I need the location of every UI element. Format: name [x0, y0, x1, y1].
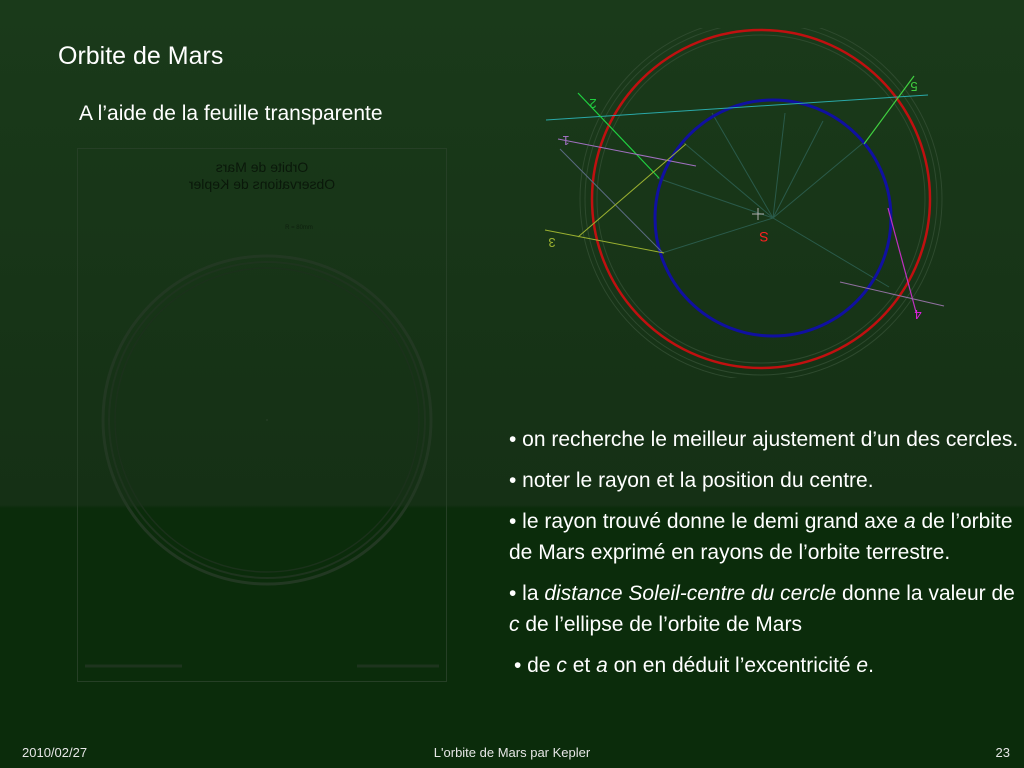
page-number: 23: [995, 745, 1010, 760]
transparency-sheet: [77, 148, 447, 682]
point-label-5: 5: [910, 79, 918, 94]
sun-label: S: [759, 229, 769, 245]
sheet-title-line2: Observations de Kepler: [188, 176, 336, 192]
sightline-cyan: [546, 95, 928, 120]
bullet-2: • noter le rayon et la position du centre.: [509, 469, 874, 492]
sheet-radius-label: R = 80mm: [285, 225, 313, 231]
bullet-3: • le rayon trouvé donne le demi grand axe a de l’orbite de Mars exprimé en rayons de l’orbite terrestre.: [509, 510, 1013, 564]
point-label-3: 3: [548, 235, 556, 250]
orbit-diagram: [540, 28, 960, 378]
point-label-1: 1: [562, 133, 570, 148]
faint-circle-1: [580, 28, 942, 378]
bullet-list: [509, 424, 1024, 691]
sheet-title-line1: Orbite de Mars: [215, 159, 309, 175]
bullet-1: • on recherche le meilleur ajustement d’un des cercles.: [509, 428, 1019, 451]
earth-radii: [657, 113, 889, 287]
footer-title: L'orbite de Mars par Kepler: [433, 745, 591, 760]
faint-circle-2: [585, 28, 937, 375]
sightline-1b: [560, 149, 663, 253]
faint-circle-3: [597, 35, 925, 363]
footer-date: 2010/02/27: [22, 745, 88, 760]
point-label-2: 2: [589, 96, 597, 111]
sheet-border: [78, 149, 447, 682]
slide-title: Orbite de Mars: [58, 42, 224, 70]
slide-subtitle: A l’aide de la feuille transparente: [79, 102, 383, 125]
point-label-4: 4: [914, 307, 922, 322]
mars-orbit-circle: [592, 30, 930, 368]
bullet-4: • la distance Soleil-centre du cercle donne la valeur de c de l’ellipse de l’orbite de Mars: [509, 582, 1015, 636]
bullet-5: • de c et a on en déduit l’excentricité e.: [514, 654, 874, 677]
sightline-3b: [578, 144, 686, 237]
sheet-center-dot: [266, 419, 268, 421]
sightline-5: [864, 76, 914, 144]
